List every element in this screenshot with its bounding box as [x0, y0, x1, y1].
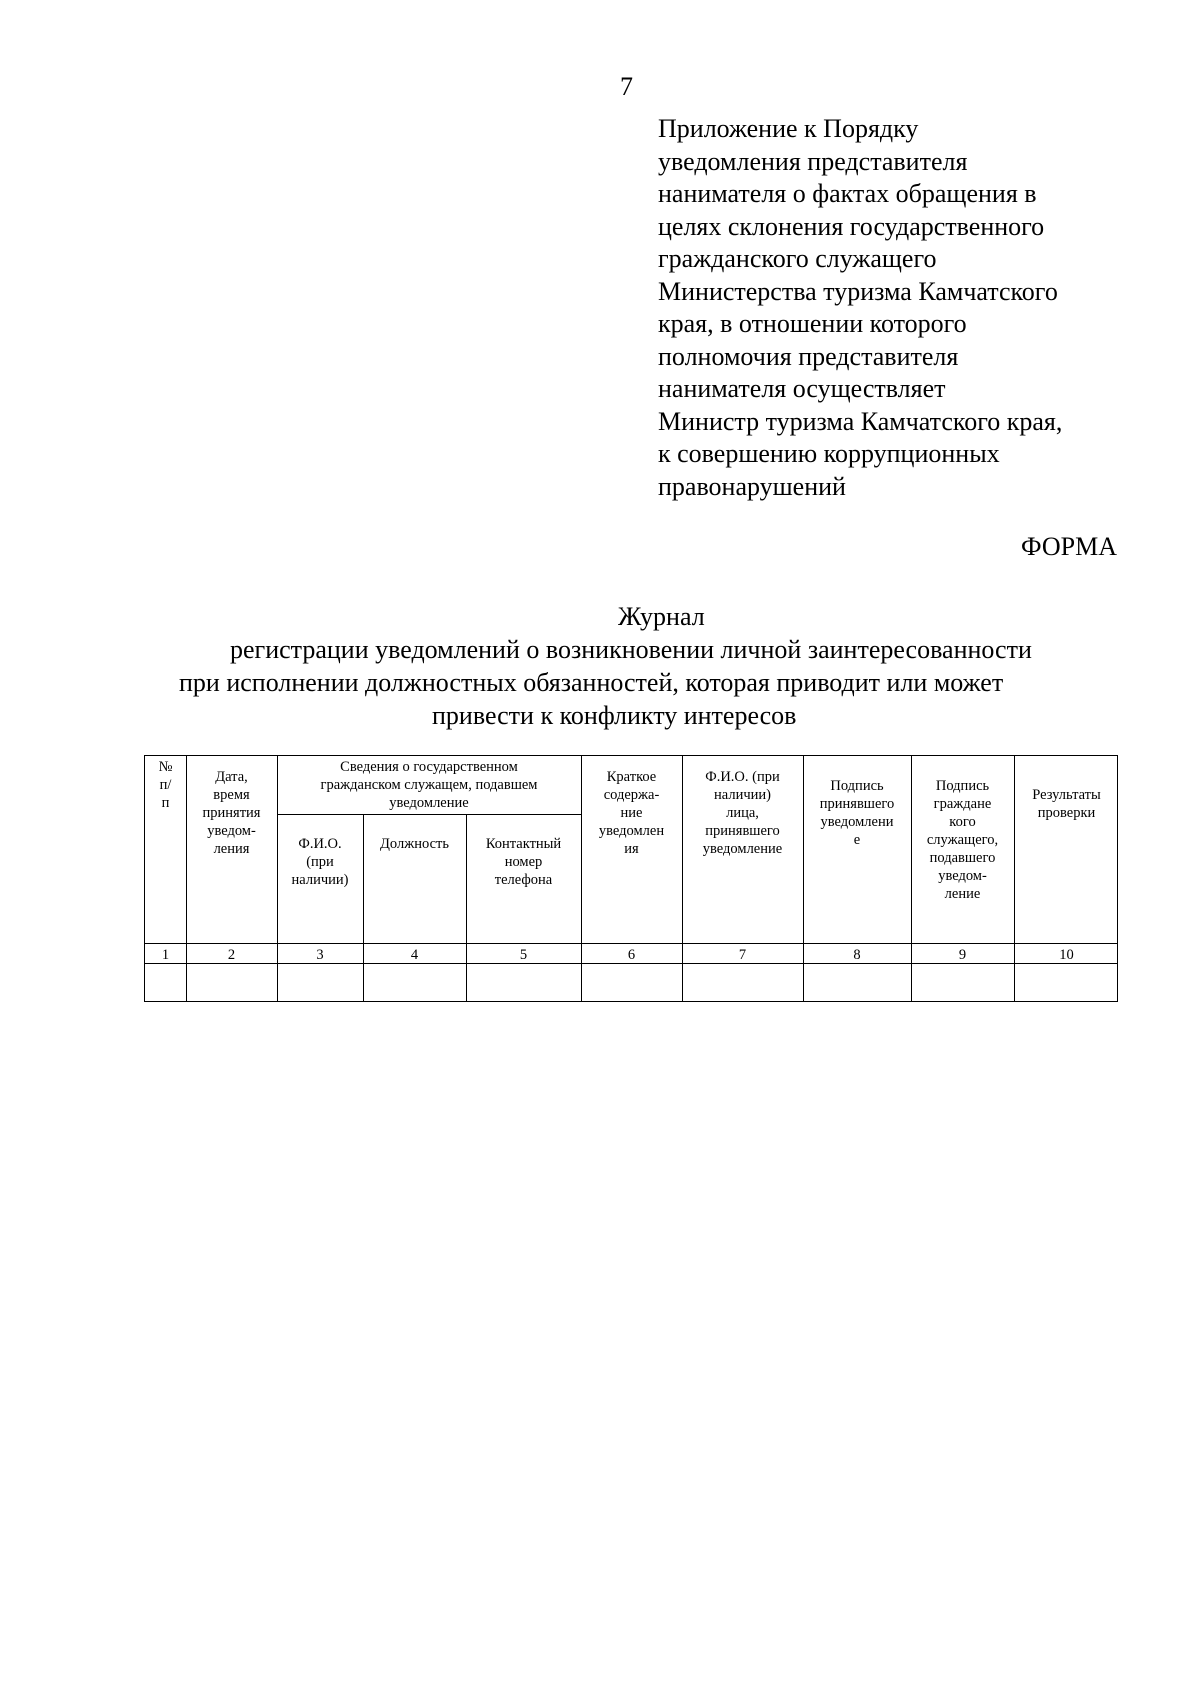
- column-number: 8: [853, 947, 861, 963]
- registration-journal-table: [144, 755, 1118, 1002]
- appendix-line: полномочия представителя: [658, 341, 959, 371]
- journal-subtitle-line: при исполнении должностных обязанностей, которая приводит или может: [179, 668, 1004, 697]
- table-row-divider: [145, 943, 1117, 944]
- appendix-line: Министерства туризма Камчатского: [658, 276, 1058, 306]
- column-number: 7: [738, 947, 747, 963]
- appendix-line: нанимателя о фактах обращения в: [658, 179, 1037, 208]
- appendix-line: Министр туризма Камчатского края,: [658, 406, 1063, 436]
- appendix-line: нанимателя осуществляет: [658, 374, 946, 403]
- page-number: 7: [620, 72, 633, 101]
- column-number: 1: [161, 947, 170, 963]
- header-employee-info-group: Сведения о государственном гражданском служащем, подавшем уведомление: [320, 759, 538, 811]
- column-number: 5: [519, 947, 528, 963]
- header-employee-name: Ф.И.О. (при наличии): [291, 836, 349, 888]
- column-number: 2: [227, 947, 236, 963]
- journal-subtitle-line: привести к конфликту интересов: [432, 701, 797, 730]
- header-date-time: Дата, время принятия уведом- ления: [202, 769, 261, 857]
- header-employee-signature: Подпись граждане кого служащего, подавшего уведом- ление: [926, 778, 999, 902]
- header-row-number: № п/ п: [158, 759, 173, 811]
- appendix-line: гражданского служащего: [658, 244, 937, 273]
- column-number: 10: [1059, 947, 1074, 963]
- column-number: 4: [410, 947, 419, 963]
- appendix-line: правонарушений: [658, 471, 846, 501]
- journal-subtitle-line: регистрации уведомлений о возникновении личной заинтересованности: [230, 635, 1032, 664]
- header-receiver-name: Ф.И.О. (при наличии) лица, принявшего уведомление: [702, 769, 783, 857]
- appendix-line: целях склонения государственного: [658, 211, 1045, 241]
- column-number: 9: [958, 947, 967, 963]
- column-number: 6: [627, 947, 636, 963]
- header-summary: Краткое содержа- ние уведомлен ия: [598, 769, 665, 857]
- appendix-line: уведомления представителя: [658, 146, 968, 176]
- appendix-line: к совершению коррупционных: [658, 439, 1000, 468]
- header-position: Должность: [380, 836, 449, 852]
- column-number: 3: [316, 947, 324, 963]
- table-group-divider: [277, 814, 581, 815]
- appendix-header: [658, 113, 1128, 503]
- appendix-line: края, в отношении которого: [658, 309, 967, 338]
- appendix-line: Приложение к Порядку: [658, 114, 919, 143]
- header-receiver-signature: Подпись принявшего уведомлени е: [819, 778, 895, 848]
- journal-heading: Журнал: [618, 602, 705, 631]
- header-contact-phone: Контактный номер телефона: [485, 836, 562, 888]
- header-check-results: Результаты проверки: [1032, 787, 1101, 821]
- form-label: ФОРМА: [1021, 532, 1117, 561]
